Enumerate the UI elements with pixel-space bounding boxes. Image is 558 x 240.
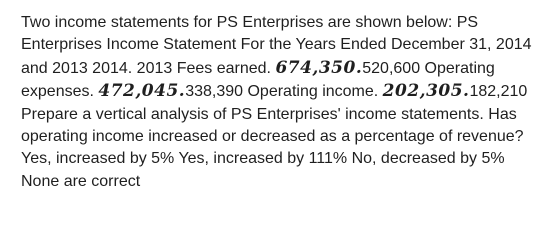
operating-expenses-2014: 472,045. [98,81,186,102]
fees-earned-2014: 674,350. [275,57,363,78]
question-part-3: 338,390 Operating income. [185,83,383,101]
question-part-1: Two income statements for PS Enterprises are shown below: PS Enterprises Income Statement For the Years Ended December 31, 2014 and 2013 2014. 2013 Fees earned. [21,14,532,77]
question-text [21,12,541,193]
question-part-2: 520,600 Operating expenses. [21,59,495,101]
operating-income-2014: 202,305. [382,81,470,102]
question-part-4: 182,210 Prepare a vertical analysis of PS Enterprises' income statements. Has operating income increased or decreased as a percentage of revenue? Yes, increased by 5% Yes, increased by 111% No, decreased by 5% None are correct [21,83,528,190]
